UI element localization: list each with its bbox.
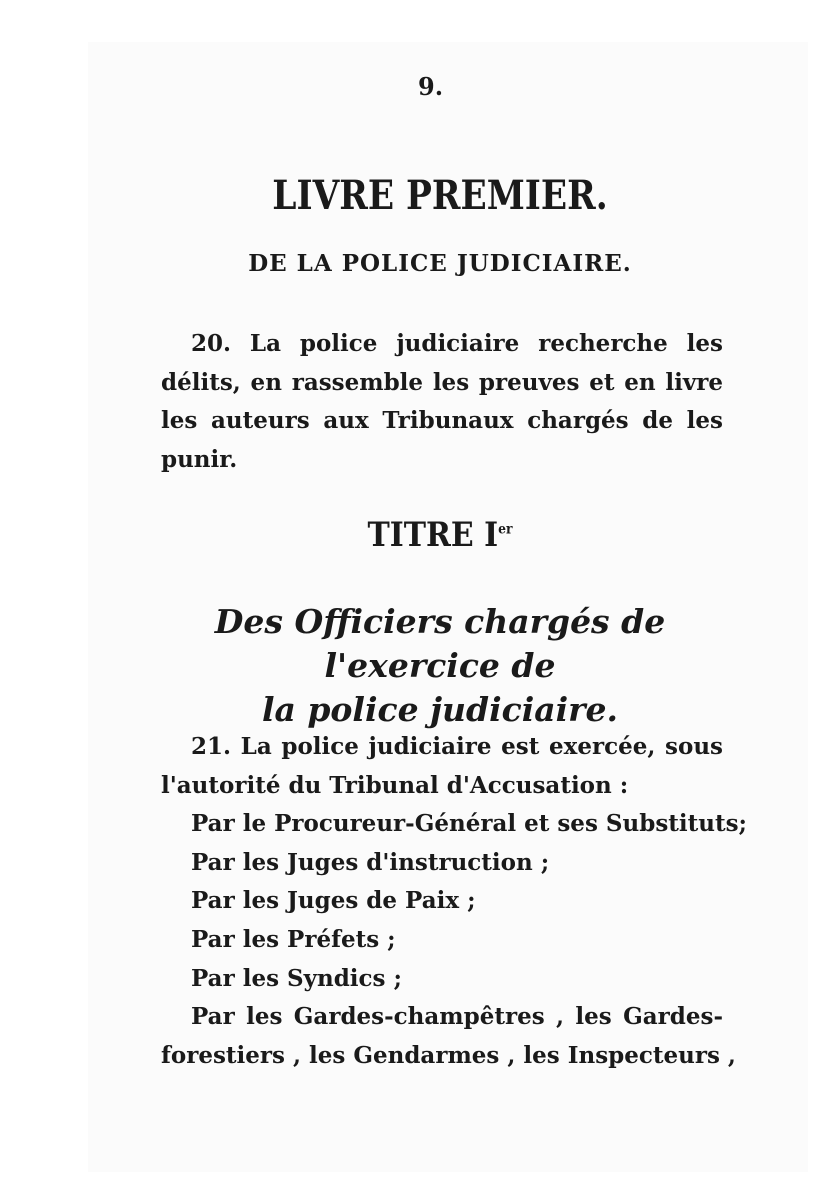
titre-subtitle-line: Des Officiers chargés de l'exercice de (214, 602, 666, 685)
article-21-text: La police judiciaire est exercée, sous (240, 733, 723, 760)
titre-heading (194, 515, 687, 555)
titre-subtitle (150, 600, 730, 732)
article-21-number: 21. (191, 733, 232, 760)
list-item: Par les Juges d'instruction ; (191, 848, 550, 876)
article-20 (161, 325, 723, 479)
book-title: LIVRE PREMIER. (272, 172, 608, 219)
list-item: Par les Juges de Paix ; (191, 887, 476, 915)
titre-subtitle-line: la police judiciaire. (261, 690, 619, 729)
page-number: 9. (418, 72, 444, 101)
list-item: Par les Syndics ; (191, 964, 402, 992)
article-20-line: les auteurs aux Tribunaux chargés de les (161, 407, 723, 435)
list-item: Par les Préfets ; (191, 925, 396, 953)
article-20-line: délits, en rassemble les preuves et en livre (161, 368, 723, 396)
article-21 (161, 728, 748, 1075)
article-20-line (161, 325, 723, 364)
list-item: forestiers , les Gendarmes , les Inspecteurs , (161, 1041, 736, 1069)
article-20-number: 20. (191, 330, 232, 357)
book-subtitle: DE LA POLICE JUDICIAIRE. (248, 250, 632, 277)
article-20-text: La police judiciaire recherche les (249, 330, 724, 357)
list-item: Par le Procureur-Général et ses Substituts; (191, 810, 748, 838)
titre-heading-sup: er (498, 521, 513, 538)
article-21-line: l'autorité du Tribunal d'Accusation : (161, 771, 629, 799)
article-21-line (161, 728, 723, 767)
titre-heading-text: TITRE I (367, 515, 499, 555)
list-item: Par les Gardes-champêtres , les Gardes- (191, 1003, 723, 1031)
article-20-line: punir. (161, 445, 238, 473)
